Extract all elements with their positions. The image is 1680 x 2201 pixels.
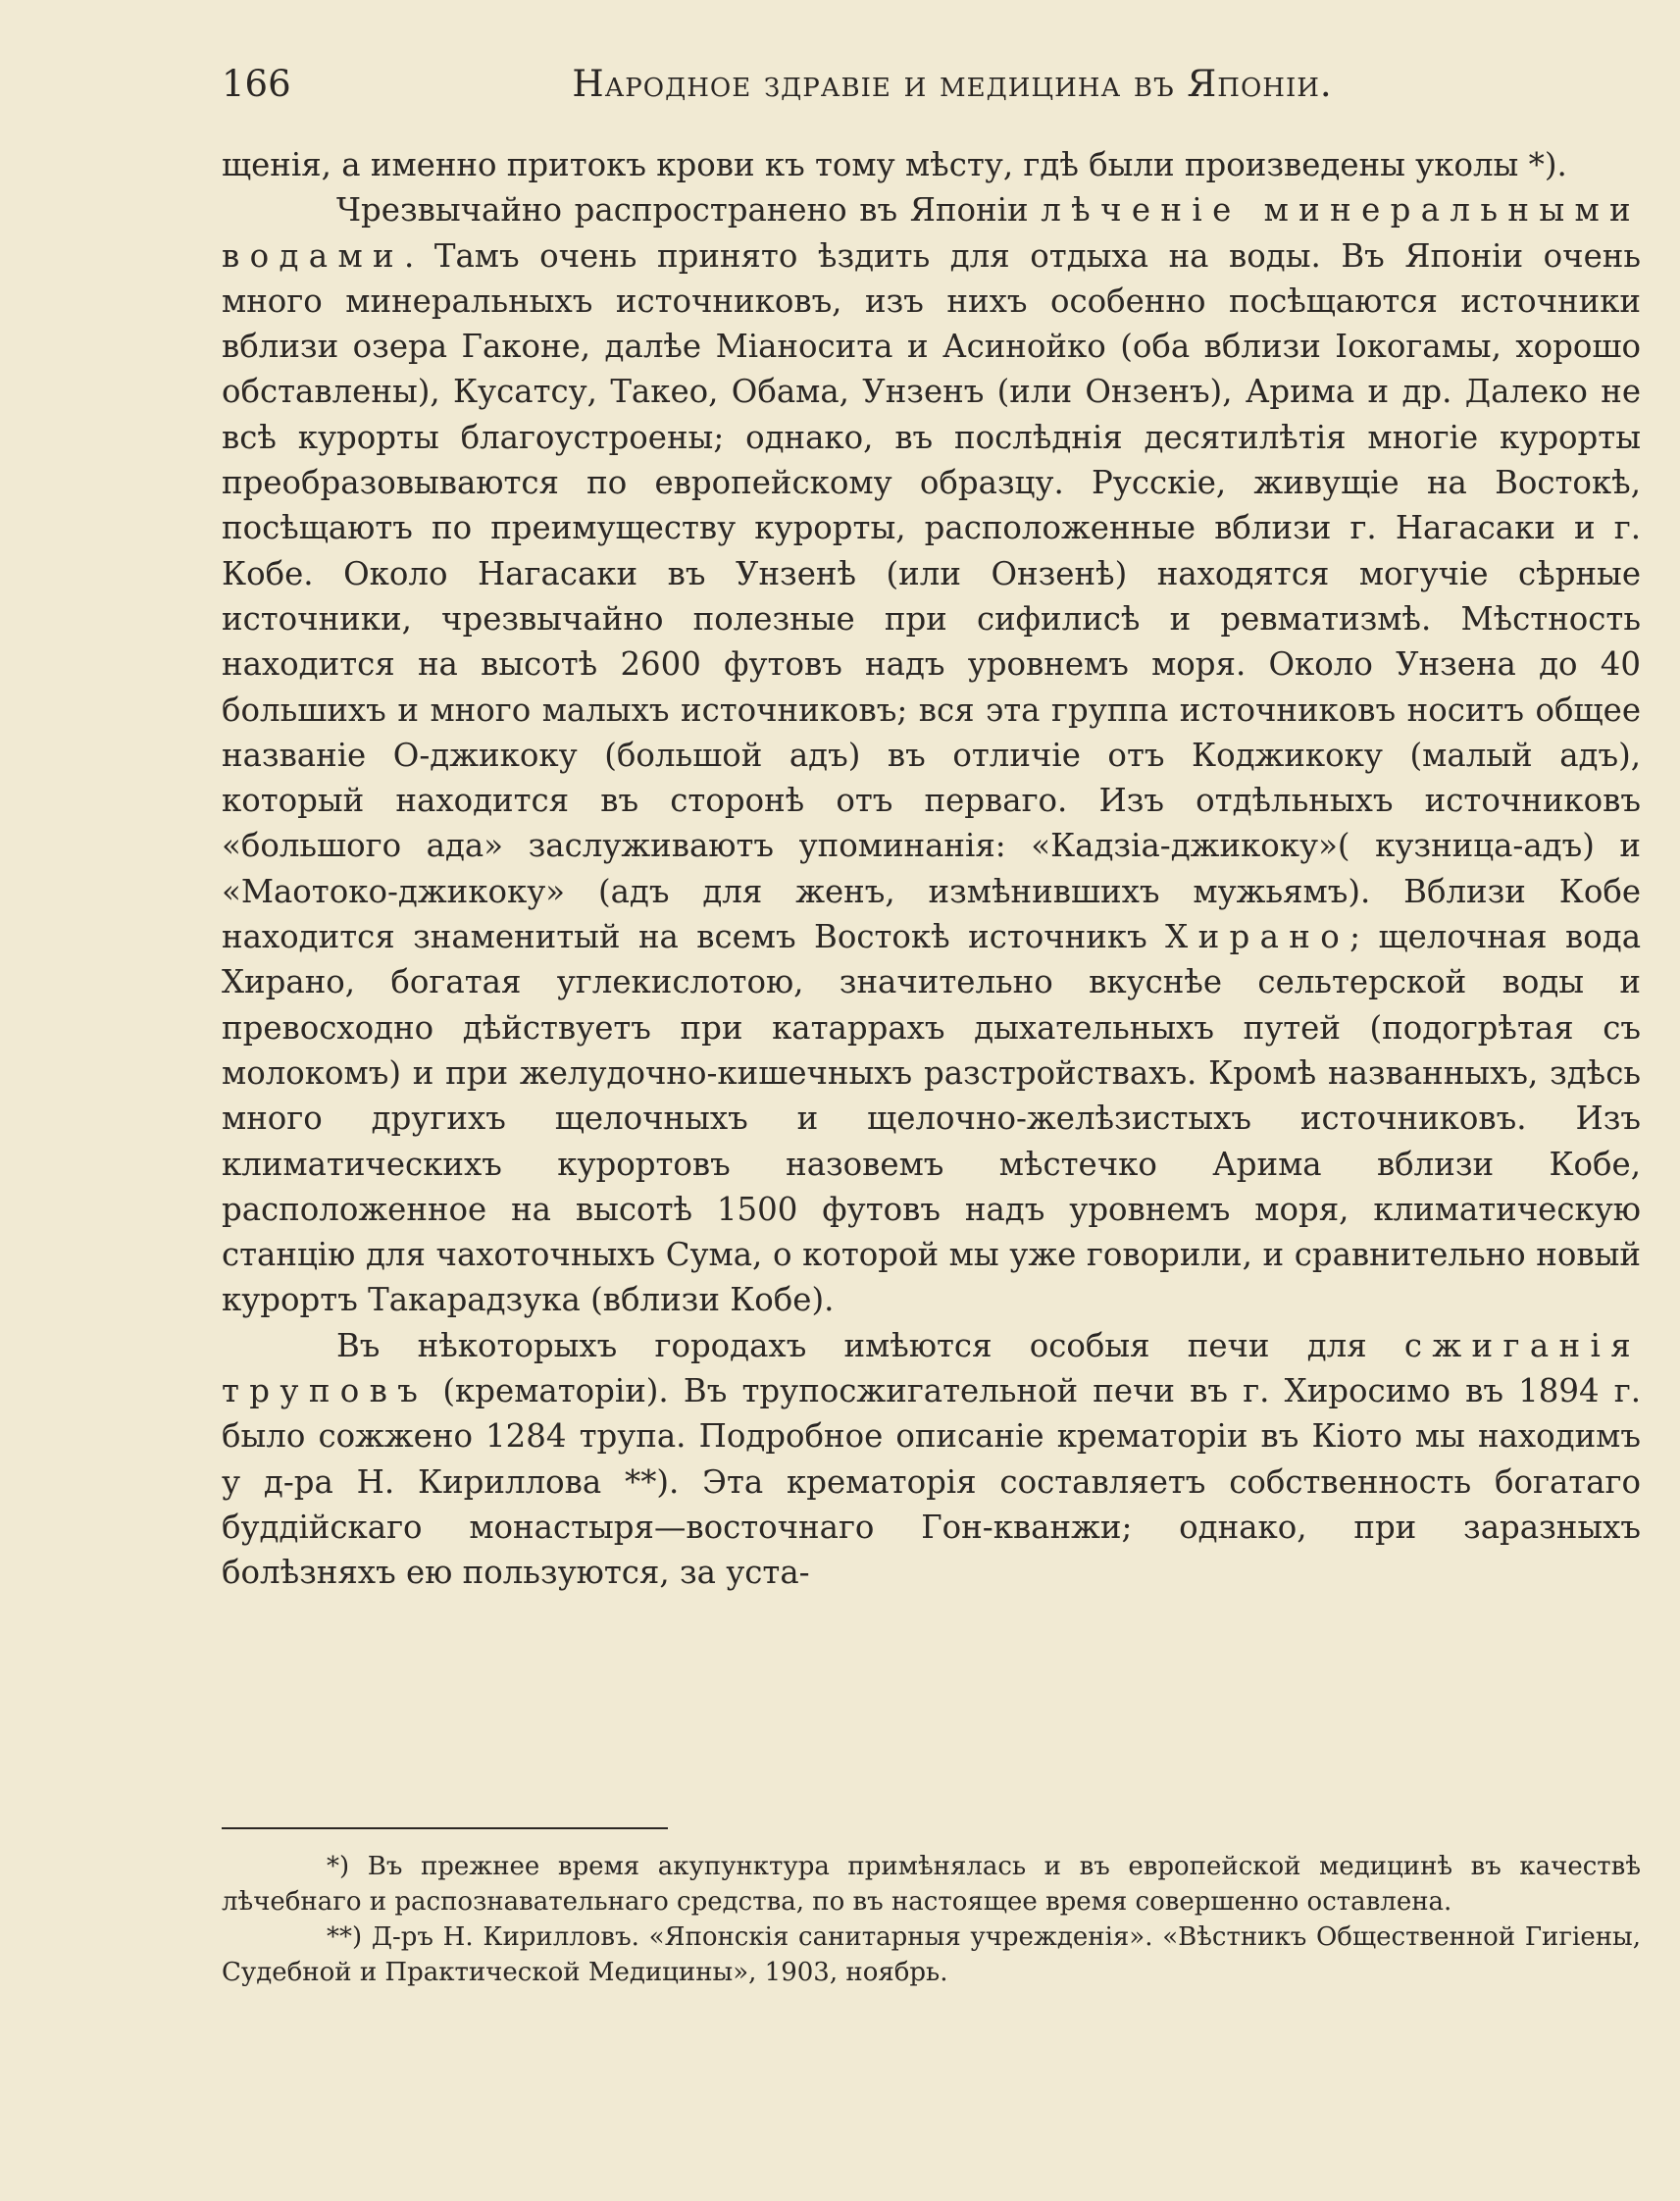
page-header (222, 61, 1644, 108)
footnote: **) Д-ръ Н. Кирилловъ. «Японскія санитарныя учрежденія». «Вѣстникъ Общественной Гигіены, Судебной и Практической Медицины», 1903, ноябрь. (222, 1922, 1641, 1987)
paragraph-text: ; щелочная вода Хирано, богатая углекислотою, значительно вкуснѣе сельтерской воды и превосходно дѣйствуетъ при катаррахъ дыхательныхъ путей (подогрѣтая съ молокомъ) и при желудочно-кишечныхъ разстройствахъ. Кромѣ названныхъ, здѣсь много другихъ щелочныхъ и щелочно-желѣзистыхъ источниковъ. Изъ климатическихъ курортовъ назовемъ мѣстечко Арима вблизи Кобе, расположенное на высотѣ 1500 футовъ надъ уровнемъ моря, климатическую станцію для чахоточныхъ Сума, о которой мы уже говорили, и сравнительно новый курортъ Такарадзука (вблизи Кобе). (222, 918, 1642, 1319)
emphasized-term: сжиганія труповъ (222, 1326, 1641, 1410)
paragraph-crematoria (222, 1323, 1641, 1596)
paragraph-mineral-waters (222, 187, 1641, 1322)
paragraph-text: . Тамъ очень принято ѣздить для отдыха на воды. Въ Японіи очень много минеральныхъ источниковъ, изъ нихъ особенно посѣщаются источники вблизи озера Гаконе, далѣе Міаносита и Асинойко (оба вблизи Іокогамы, хорошо обставлены), Кусатсу, Такео, Обама, Унзенъ (или Онзенъ), Арима и др. Далеко не всѣ курорты благоустроены; однако, въ послѣднія десятилѣтія многіе курорты преобразовываются по европейскому образцу. Русскіе, живущіе на Востокѣ, посѣщаютъ по преимуществу курорты, расположенные вблизи г. Нагасаки и г. Кобе. Около Нагасаки въ Унзенѣ (или Онзенѣ) находятся могучіе сѣрные источники, чрезвычайно полезные при сифилисѣ и ревматизмѣ. Мѣстность находится на высотѣ 2600 футовъ надъ уровнемъ моря. Около Унзена до 40 большихъ и много малыхъ источниковъ; вся эта группа источниковъ носитъ общее названіе О-джикоку (большой адъ) въ отличіе отъ Коджикоку (малый адъ), который находится въ сторонѣ отъ перваго. Изъ отдѣльныхъ источниковъ «большого ада» заслуживаютъ упоминанія: «Кадзіа-джикоку»( кузница-адъ) и «Маотоко-джикоку» (адъ для женъ, измѣнившихъ мужьямъ). Вблизи Кобе находится знаменитый на всемъ Востокѣ источникъ (222, 236, 1641, 956)
footnote-divider (222, 1827, 668, 1829)
emphasized-term: Хирано (1165, 918, 1350, 956)
paragraph-continuation (222, 142, 1641, 187)
running-title: Народное здравіе и медицина въ Японіи. (572, 63, 1333, 105)
paragraph-text: Чрезвычайно распространено въ Японіи (336, 191, 1042, 230)
body-text (222, 142, 1641, 1596)
emphasized-term: лѣченіе минеральными водами (222, 191, 1641, 275)
paragraph-text: (крематоріи). Въ трупосжигательной печи въ г. Хиросимо въ 1894 г. было сожжено 1284 трупа. Подробное описаніе крематоріи въ Кіото мы находимъ у д-ра Н. Кириллова **). Эта крематорія составляетъ собственность богатаго буддійскаго монастыря—восточнаго Гон-кванжи; однако, при заразныхъ болѣзняхъ ею пользуются, за уста- (222, 1372, 1641, 1592)
paragraph-text: Въ нѣкоторыхъ городахъ имѣются особыя печи для (336, 1326, 1404, 1364)
footnote: *) Въ прежнее время акупунктура примѣнялась и въ европейской медицинѣ въ качествѣ лѣчебнаго и распознавательнаго средства, по въ настоящее время совершенно оставлена. (222, 1852, 1641, 1917)
page-number: 166 (222, 63, 291, 105)
paragraph-text: щенія, а именно притокъ крови къ тому мѣсту, гдѣ были произведены уколы *). (222, 146, 1567, 183)
footnotes (222, 1849, 1641, 1990)
